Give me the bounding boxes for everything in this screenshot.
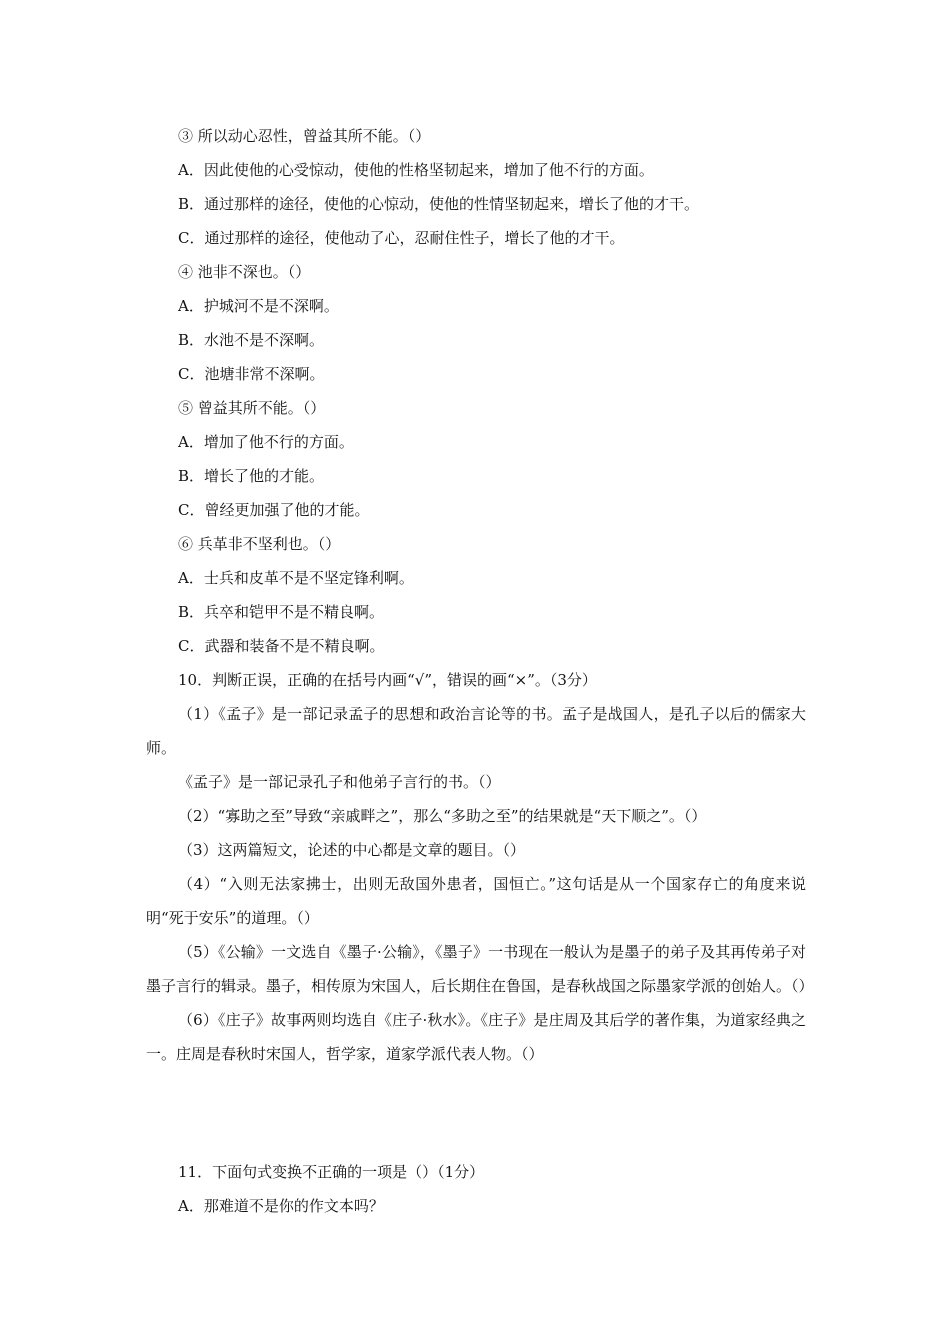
statement-3: （3）这两篇短文，论述的中心都是文章的题目。（） bbox=[178, 841, 526, 859]
statement-1-answer: 《孟子》是一部记录孔子和他弟子言行的书。（） bbox=[178, 773, 501, 791]
option-c: C．武器和装备不是不精良啊。 bbox=[178, 637, 385, 655]
option-a: A．那难道不是你的作文本吗？ bbox=[178, 1197, 384, 1215]
option-a: A．护城河不是不深啊。 bbox=[178, 297, 339, 315]
option-c: C．通过那样的途径，使他动了心，忍耐住性子，增长了他的才干。 bbox=[178, 229, 625, 247]
question-10-body bbox=[146, 697, 814, 1071]
option-a: A．因此使他的心受惊动，使他的性格坚韧起来，增加了他不行的方面。 bbox=[178, 161, 654, 179]
question-item-5: ⑤ 曾益其所不能。（） bbox=[178, 399, 326, 417]
statement-6: （6）《庄子》故事两则均选自《庄子·秋水》。《庄子》是庄周及其后学的著作集，为道家经典之一。庄周是春秋时宋国人，哲学家，道家学派代表人物。（） bbox=[146, 1011, 806, 1063]
option-c: C．曾经更加强了他的才能。 bbox=[178, 501, 370, 519]
option-b: B．增长了他的才能。 bbox=[178, 467, 325, 485]
option-b: B．兵卒和铠甲不是不精良啊。 bbox=[178, 603, 385, 621]
option-c: C．池塘非常不深啊。 bbox=[178, 365, 325, 383]
statement-5: （5）《公输》一文选自《墨子·公输》，《墨子》一书现在一般认为是墨子的弟子及其再传弟子对墨子言行的辑录。墨子，相传原为宋国人，后长期住在鲁国，是春秋战国之际墨家学派的创始人。（） bbox=[146, 943, 814, 995]
statement-4: （4）“入则无法家拂士，出则无敌国外患者，国恒亡。”这句话是从一个国家存亡的角度来说明“死于安乐”的道理。（） bbox=[146, 875, 806, 927]
question-item-4: ④ 池非不深也。（） bbox=[178, 263, 311, 281]
question-11-heading: 11．下面句式变换不正确的一项是（）（1分） bbox=[178, 1163, 485, 1181]
statement-2: （2）“寡助之至”导致“亲戚畔之”，那么“多助之至”的结果就是“天下顺之”。（） bbox=[178, 807, 707, 825]
question-item-6: ⑥ 兵革非不坚利也。（） bbox=[178, 535, 341, 553]
option-a: A．士兵和皮革不是不坚定锋利啊。 bbox=[178, 569, 414, 587]
question-10-heading: 10．判断正误，正确的在括号内画“√”，错误的画“×”。（3分） bbox=[178, 671, 597, 689]
option-a: A．增加了他不行的方面。 bbox=[178, 433, 354, 451]
statement-1: （1）《孟子》是一部记录孟子的思想和政治言论等的书。孟子是战国人，是孔子以后的儒家大师。 bbox=[146, 705, 806, 757]
option-b: B．通过那样的途径，使他的心惊动，使他的性情坚韧起来，增长了他的才干。 bbox=[178, 195, 700, 213]
question-item-3: ③ 所以动心忍性，曾益其所不能。（） bbox=[178, 127, 431, 145]
option-b: B．水池不是不深啊。 bbox=[178, 331, 325, 349]
